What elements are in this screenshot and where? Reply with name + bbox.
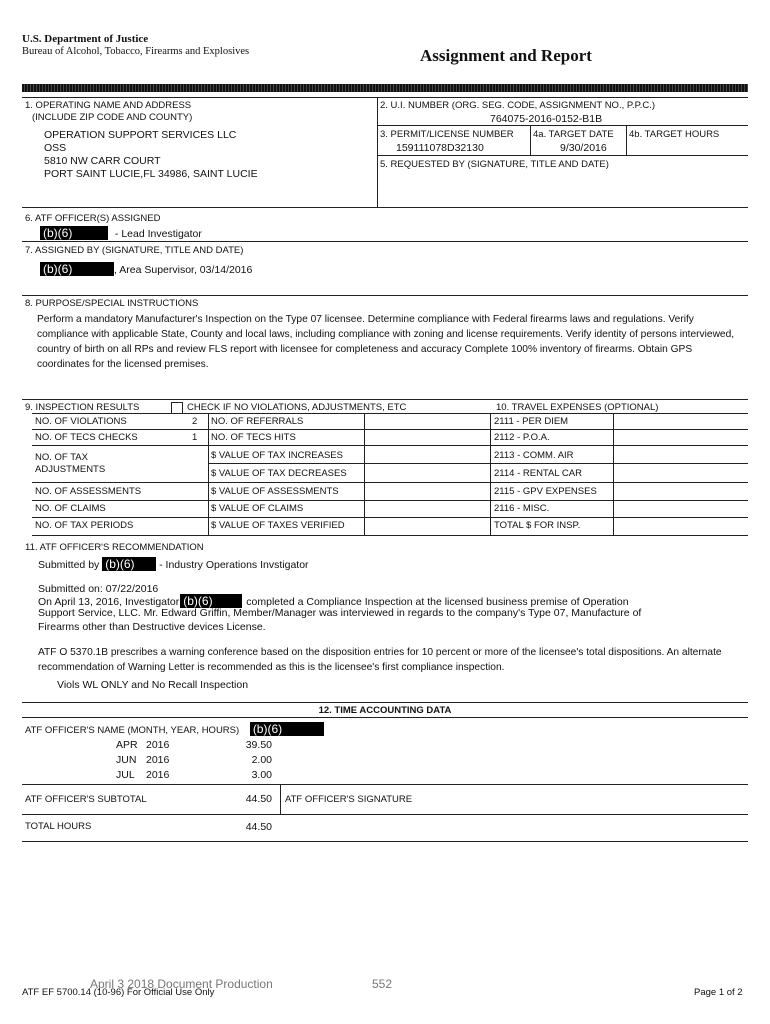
requested-by-label: 5. REQUESTED BY (SIGNATURE, TITLE AND DATE) xyxy=(380,159,609,170)
tecs-checks-value: 1 xyxy=(192,432,198,443)
month-apr: APR xyxy=(116,739,138,751)
referrals-label: NO. OF REFERRALS xyxy=(211,416,304,427)
assigned-by-value: , Area Supervisor, 03/14/2016 xyxy=(114,264,253,276)
officer-role: - Lead Investigator xyxy=(114,228,202,240)
year-apr: 2016 xyxy=(146,739,170,751)
ui-number-value: 764075-2016-0152-B1B xyxy=(490,113,603,125)
purpose-label: 8. PURPOSE/SPECIAL INSTRUCTIONS xyxy=(25,298,199,309)
business-name: OPERATION SUPPORT SERVICES LLC xyxy=(44,129,237,141)
subtotal-label: ATF OFFICER'S SUBTOTAL xyxy=(25,794,147,805)
recommendation-para3: Viols WL ONLY and No Recall Inspection xyxy=(57,679,249,691)
redaction-b6: (b)(6) xyxy=(180,594,242,608)
month-jul: JUL xyxy=(116,769,135,781)
submitted-by-prefix: Submitted by xyxy=(38,559,100,571)
target-date-label: 4a. TARGET DATE xyxy=(533,129,614,140)
total-hours-value: 44.50 xyxy=(245,821,272,833)
submitted-on: Submitted on: 07/22/2016 xyxy=(38,583,159,595)
operating-name-label: 1. OPERATING NAME AND ADDRESS xyxy=(25,100,192,111)
travel-rental-car: 2114 - RENTAL CAR xyxy=(494,468,582,479)
travel-expenses-label: 10. TRAVEL EXPENSES (OPTIONAL) xyxy=(496,402,659,413)
form-id: ATF EF 5700.14 (10-96) For Official Use Only xyxy=(22,987,215,998)
travel-poa: 2112 - P.O.A. xyxy=(494,432,550,443)
hours-jun: 2.00 xyxy=(251,754,272,766)
para1-a: On April 13, 2016, Investigator xyxy=(38,596,180,608)
target-date-value: 9/30/2016 xyxy=(560,142,607,154)
tax-increases-label: $ VALUE OF TAX INCREASES xyxy=(211,450,343,461)
month-jun: JUN xyxy=(116,754,137,766)
taxes-verified-label: $ VALUE OF TAXES VERIFIED xyxy=(211,520,345,531)
recommendation-para2: ATF O 5370.1B prescribes a warning conference based on the disposition entries for 10 percent or more of the licensee's total dispositions. An alternate recommendation of Warning Letter is recommended as this is the licensee's first compliance inspection. xyxy=(38,647,722,673)
value-assessments-label: $ VALUE OF ASSESSMENTS xyxy=(211,486,339,497)
subtotal-value: 44.50 xyxy=(245,793,272,805)
purpose-text: Perform a mandatory Manufacturer's Inspection on the Type 07 licensee. Determine compliance with Federal firearms laws and regulations. Verify compliance with applicable State, County and local laws, including compliance with zoning and license requirements. Verify identity of persons interviewed, country of birth on all RPs and review FLS report with licensee for completeness and accuracy Complete 100% inventory of firearms. Obtain GPS coordinates for the licensed premises. xyxy=(37,314,735,370)
year-jun: 2016 xyxy=(146,754,170,766)
violations-label: NO. OF VIOLATIONS xyxy=(35,416,127,427)
bureau-name: Bureau of Alcohol, Tobacco, Firearms and Explosives xyxy=(22,46,250,57)
tecs-checks-label: NO. OF TECS CHECKS xyxy=(35,432,138,443)
value-claims-label: $ VALUE OF CLAIMS xyxy=(211,503,304,514)
submitted-by-role: - Industry Operations Invstigator xyxy=(159,559,309,571)
travel-total: TOTAL $ FOR INSP. xyxy=(494,520,581,531)
total-hours-label: TOTAL HOURS xyxy=(25,821,92,832)
travel-gpv: 2115 - GPV EXPENSES xyxy=(494,486,597,497)
assessments-label: NO. OF ASSESSMENTS xyxy=(35,486,142,497)
signature-label: ATF OFFICER'S SIGNATURE xyxy=(285,794,413,805)
ui-number-label: 2. U.I. NUMBER (ORG. SEG. CODE, ASSIGNMENT NO., P.P.C.) xyxy=(380,100,656,111)
inspection-results-label: 9. INSPECTION RESULTS xyxy=(25,402,140,413)
bates-number: 552 xyxy=(372,977,393,991)
travel-misc: 2116 - MISC. xyxy=(494,503,550,514)
assigned-by-label: 7. ASSIGNED BY (SIGNATURE, TITLE AND DATE) xyxy=(25,245,244,256)
assigned-by xyxy=(40,262,252,276)
violations-value: 2 xyxy=(192,416,198,427)
recommendation-para1-line3: Firearms other than Destructive devices License. xyxy=(38,621,266,633)
tax-decreases-label: $ VALUE OF TAX DECREASES xyxy=(211,468,347,479)
tax-adjustments-label: NO. OF TAX ADJUSTMENTS xyxy=(35,452,106,475)
hours-jul: 3.00 xyxy=(251,769,272,781)
para1-b: completed a Compliance Inspection at the licensed business premise of Operation xyxy=(246,596,629,608)
time-accounting-title: 12. TIME ACCOUNTING DATA xyxy=(318,705,452,716)
officer-name-label-text: ATF OFFICER'S NAME (MONTH, YEAR, HOURS) xyxy=(25,725,240,736)
claims-label: NO. OF CLAIMS xyxy=(35,503,106,514)
recommendation-para1-line1 xyxy=(38,594,629,608)
redaction-b6: (b)(6) xyxy=(40,262,114,276)
redaction-b6: (b)(6) xyxy=(250,722,324,736)
tax-periods-label: NO. OF TAX PERIODS xyxy=(35,520,134,531)
agency-name: U.S. Department of Justice xyxy=(22,33,149,45)
submitted-by xyxy=(38,557,309,571)
header-bar xyxy=(22,84,748,92)
redaction-b6: (b)(6) xyxy=(40,226,108,240)
watermark: April 3 2018 Document Production xyxy=(90,977,273,991)
business-city: PORT SAINT LUCIE,FL 34986, SAINT LUCIE xyxy=(44,168,258,180)
form-title: Assignment and Report xyxy=(420,46,592,65)
redaction-b6: (b)(6) xyxy=(102,557,156,571)
tecs-hits-label: NO. OF TECS HITS xyxy=(211,432,296,443)
recommendation-para1-line2: Support Service, LLC. Mr. Edward Griffin, Member/Manager was interviewed in regards to the company's Type 07, Manufacture of xyxy=(38,607,642,619)
recommendation-label: 11. ATF OFFICER'S RECOMMENDATION xyxy=(25,542,204,553)
business-abbr: OSS xyxy=(44,142,67,154)
no-violations-label: CHECK IF NO VIOLATIONS, ADJUSTMENTS, ETC xyxy=(187,402,407,413)
permit-value: 159111078D32130 xyxy=(396,142,484,154)
officer-assigned xyxy=(40,226,202,240)
travel-per-diem: 2111 - PER DIEM xyxy=(494,416,569,427)
business-street: 5810 NW CARR COURT xyxy=(44,155,161,167)
page-number: Page 1 of 2 xyxy=(694,987,743,998)
officer-assigned-label: 6. ATF OFFICER(S) ASSIGNED xyxy=(25,213,161,224)
permit-label: 3. PERMIT/LICENSE NUMBER xyxy=(380,129,514,140)
officer-name-label xyxy=(25,722,324,736)
travel-comm-air: 2113 - COMM. AIR xyxy=(494,450,574,461)
operating-name-label-2: (INCLUDE ZIP CODE AND COUNTY) xyxy=(32,112,193,123)
year-jul: 2016 xyxy=(146,769,170,781)
hours-apr: 39.50 xyxy=(245,739,272,751)
target-hours-label: 4b. TARGET HOURS xyxy=(629,129,720,140)
